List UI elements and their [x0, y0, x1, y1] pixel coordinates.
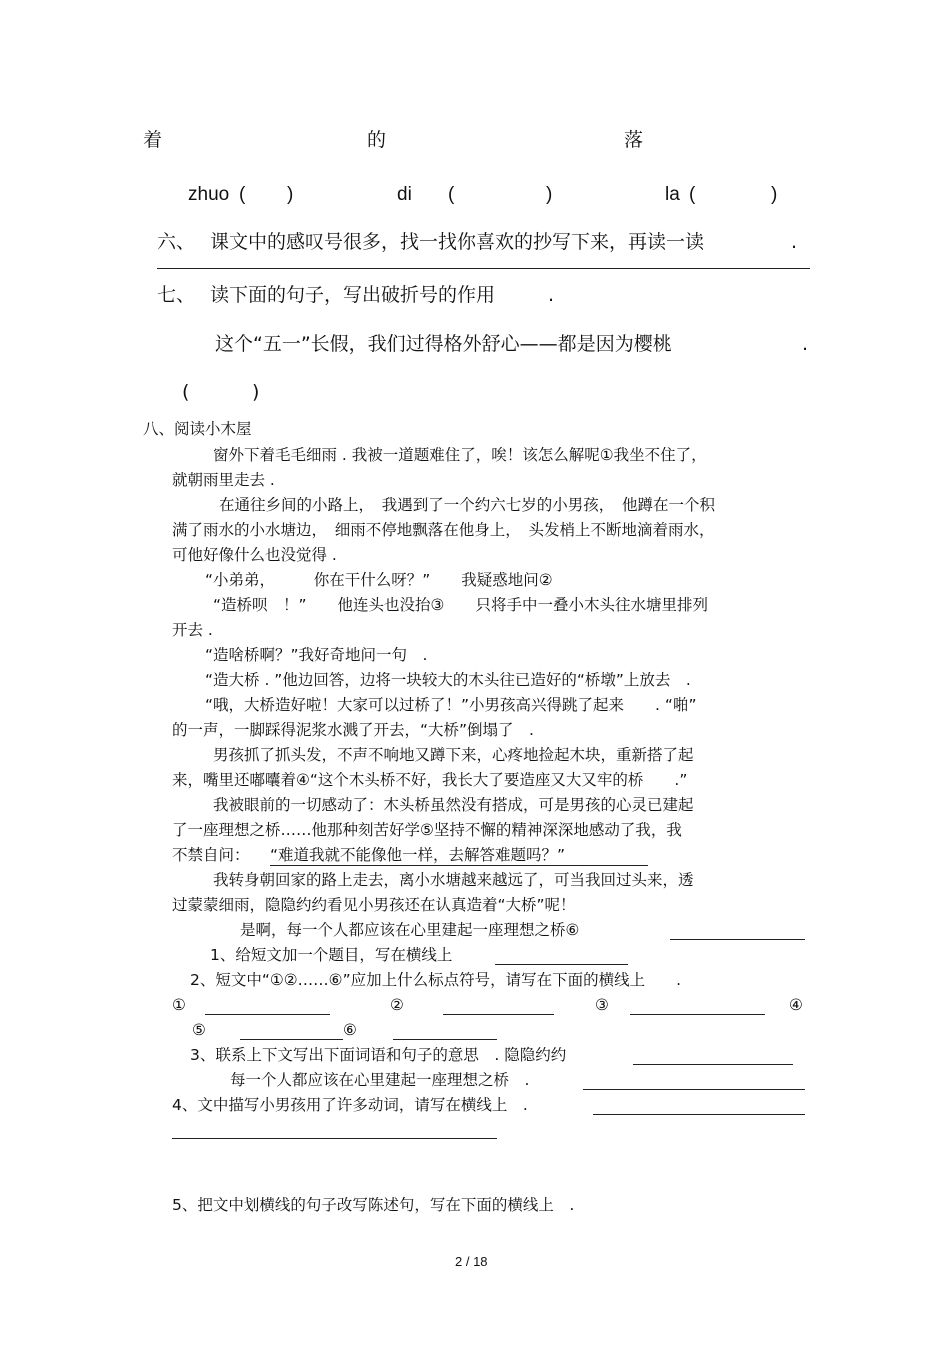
- passage-line: “哦，大桥造好啦！大家可以过桥了！”小男孩高兴得跳了起来 . “啪”: [205, 696, 697, 714]
- q7-answer-close: ): [252, 381, 260, 403]
- mark-2: ②: [390, 996, 404, 1014]
- mark-6: ⑥: [343, 1021, 357, 1039]
- passage-line: 不禁自问：: [172, 846, 250, 864]
- mark-2-answer-line[interactable]: [443, 1014, 554, 1015]
- passage-line: 满了雨水的小水塘边， 细雨不停地飘落在他身上， 头发梢上不断地滴着雨水，: [172, 521, 715, 539]
- q6-text: 课文中的感叹号很多，找一找你喜欢的抄写下来，再读一读: [210, 231, 705, 253]
- mark-3: ③: [595, 996, 609, 1014]
- passage-line: “造啥桥啊？”我好奇地问一句 .: [205, 646, 428, 664]
- underlined-sentence: “难道我就不能像他一样，去解答难题吗？”: [270, 848, 648, 866]
- paren-close-1: ): [287, 184, 294, 205]
- passage-line: 我转身朝回家的路上走去，离小水塘越来越远了，可当我回过头来，透: [213, 871, 694, 889]
- subq-2: 2、短文中“①②……⑥”应加上什么标点符号，请写在下面的横线上 .: [190, 971, 682, 989]
- subq-3a-answer-line[interactable]: [633, 1064, 793, 1065]
- paren-open-3: (: [689, 184, 696, 205]
- passage-line: 窗外下着毛毛细雨 . 我被一道题难住了，唉！该怎么解呢①我坐不住了，: [213, 446, 707, 464]
- subq-3b-answer-line[interactable]: [583, 1089, 805, 1090]
- subq-4-answer-line-2[interactable]: [172, 1138, 497, 1139]
- passage-line: “小弟弟， 你在干什么呀？” 我疑惑地问②: [205, 571, 553, 589]
- q7-sentence-period: .: [802, 333, 809, 355]
- q6-answer-line[interactable]: [157, 268, 810, 269]
- q8-title: 八、阅读小木屋: [143, 420, 252, 438]
- mark-1: ①: [172, 996, 186, 1014]
- paren-open-2: (: [448, 184, 455, 205]
- passage-line: 了一座理想之桥……他那种刻苦好学⑤坚持不懈的精神深深地感动了我，我: [172, 821, 682, 839]
- mark-4: ④: [789, 996, 803, 1014]
- pinyin-la: la: [665, 184, 680, 205]
- passage-line: 是啊，每一个人都应该在心里建起一座理想之桥⑥: [240, 921, 580, 939]
- passage-line: 来，嘴里还嘟囔着④“这个木头桥不好，我长大了要造座又大又牢的桥 .”: [172, 771, 688, 789]
- char-zhuo: 着: [143, 129, 163, 151]
- mark-5: ⑤: [192, 1021, 206, 1039]
- char-luo: 落: [624, 129, 644, 151]
- q7-number: 七、: [157, 284, 196, 306]
- q6-period: .: [791, 231, 798, 253]
- passage-line: 我被眼前的一切感动了：木头桥虽然没有搭成，可是男孩的心灵已建起: [213, 796, 694, 814]
- pinyin-di: di: [397, 184, 412, 205]
- paren-close-3: ): [771, 184, 778, 205]
- passage-line: 的一声，一脚踩得泥浆水溅了开去，“大桥”倒塌了 .: [172, 721, 534, 739]
- passage-line: 开去 .: [172, 621, 213, 639]
- page-number: 2 / 18: [455, 1254, 488, 1269]
- mark-1-answer-line[interactable]: [205, 1014, 330, 1015]
- mark-5-answer-line[interactable]: [240, 1039, 343, 1040]
- passage-line: 过蒙蒙细雨，隐隐约约看见小男孩还在认真造着“大桥”呢！: [172, 896, 576, 914]
- subq-3b: 每一个人都应该在心里建起一座理想之桥 .: [230, 1071, 530, 1089]
- subq-1: 1、给短文加一个题目，写在横线上: [210, 946, 453, 964]
- passage-line: “造桥呗 ！” 他连头也没抬③ 只将手中一叠小木头往水塘里排列: [213, 596, 708, 614]
- paren-close-2: ): [546, 184, 553, 205]
- subq-5: 5、把文中划横线的句子改写陈述句，写在下面的横线上 .: [172, 1196, 575, 1214]
- subq-4-answer-line[interactable]: [593, 1114, 805, 1115]
- passage-end-line[interactable]: [670, 939, 805, 940]
- q7-sentence: 这个“五一”长假，我们过得格外舒心——都是因为樱桃: [215, 333, 672, 355]
- passage-line: 在通往乡间的小路上， 我遇到了一个约六七岁的小男孩， 他蹲在一个积: [219, 496, 716, 514]
- mark-3-answer-line[interactable]: [630, 1014, 765, 1015]
- subq-4: 4、文中描写小男孩用了许多动词，请写在横线上 .: [172, 1096, 528, 1114]
- passage-line: “造大桥 . ”他边回答，边将一块较大的木头往已造好的“桥墩”上放去 .: [205, 671, 691, 689]
- paren-open-1: (: [239, 184, 246, 205]
- subq-3a: 3、联系上下文写出下面词语和句子的意思 . 隐隐约约: [190, 1046, 567, 1064]
- pinyin-zhuo: zhuo: [188, 184, 230, 205]
- passage-line: 可他好像什么也没觉得 .: [172, 546, 337, 564]
- char-de: 的: [367, 129, 387, 151]
- mark-6-answer-line[interactable]: [393, 1039, 497, 1040]
- q7-period: .: [548, 284, 555, 306]
- q7-answer-open: (: [182, 381, 190, 403]
- subq-1-answer-line[interactable]: [495, 964, 628, 965]
- passage-line: 男孩抓了抓头发，不声不响地又蹲下来，心疼地捡起木块，重新搭了起: [213, 746, 694, 764]
- passage-line: 就朝雨里走去 .: [172, 471, 275, 489]
- q6-number: 六、: [157, 231, 196, 253]
- q7-text: 读下面的句子，写出破折号的作用: [210, 284, 496, 306]
